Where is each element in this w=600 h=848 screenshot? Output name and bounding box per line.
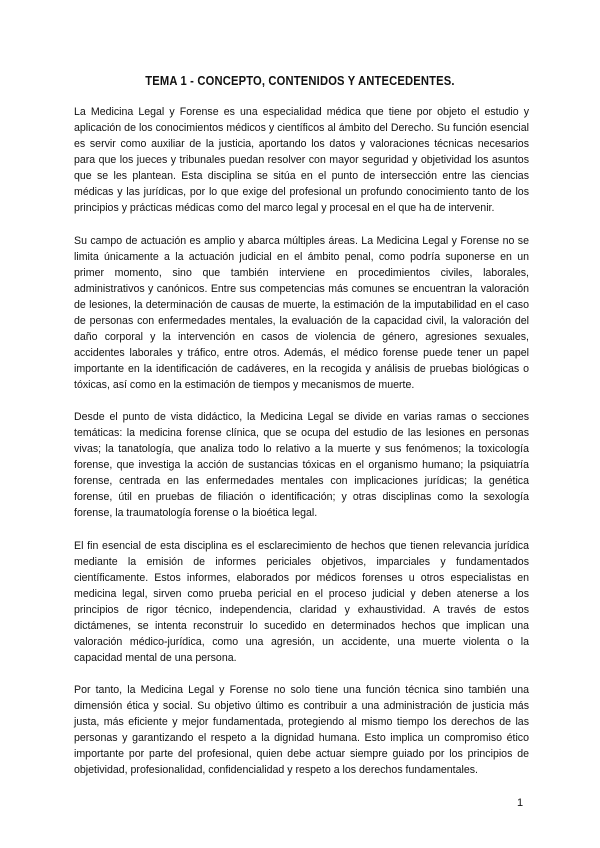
paragraph: Su campo de actuación es amplio y abarca múltiples áreas. La Medicina Legal y Forense no se limita únicamente a la actuación judicial en el ámbito penal, como podría suponerse en un primer momento, sino que también interviene en procedimientos civiles, laborales, administrativos y canónicos. Entre sus competencias más comunes se encuentran la valoración de lesiones, la determinación de causas de muerte, la estimación de la imputabilidad en el caso de personas con enfermedades mentales, la evaluación de la capacidad civil, la valoración del daño corporal y la intervención en casos de violencia de género, agresiones sexuales, accidentes laborales y tráfico, entre otros. Además, el médico forense puede tener un papel importante en la identificación de cadáveres, en la recogida y análisis de pruebas biológicas o tóxicas, así como en la estimación de tiempos y mecanismos de muerte.	[74, 234, 529, 391]
document-body	[74, 104, 529, 795]
paragraph: Desde el punto de vista didáctico, la Medicina Legal se divide en varias ramas o secciones temáticas: la medicina forense clínica, que se ocupa del estudio de las lesiones en personas vivas; la tanatología, que analiza todo lo relativo a la muerte y sus fenómenos; la toxicología forense, que investiga la acción de sustancias tóxicas en el organismo humano; la psiquiatría forense, centrada en las enfermedades mentales con implicaciones jurídicas; la genética forense, útil en pruebas de filiación o identificación; y otras disciplinas como la sexología forense, la traumatología forense o la bioética legal.	[74, 411, 529, 519]
paragraph: Por tanto, la Medicina Legal y Forense no solo tiene una función técnica sino también una dimensión ética y social. Su objetivo último es contribuir a una administración de justicia más justa, más eficiente y mejor fundamentada, protegiendo al mismo tiempo los derechos de las personas y garantizando el respeto a la dignidad humana. Esto implica un compromiso ético importante por parte del profesional, quien debe actuar siempre guiado por los principios de objetividad, profesionalidad, confidencialidad y respeto a los derechos fundamentales.	[74, 684, 529, 776]
page-title: TEMA 1 - CONCEPTO, CONTENIDOS Y ANTECEDENTES.	[145, 73, 455, 88]
paragraph: La Medicina Legal y Forense es una especialidad médica que tiene por objeto el estudio y aplicación de los conocimientos médicos y científicos al ámbito del Derecho. Su función esencial es servir como auxiliar de la justicia, aportando los datos y valoraciones técnicas necesarios para que los jueces y tribunales puedan resolver con mayor seguridad y objetividad los asuntos que se les plantean. Esta disciplina se sitúa en el punto de intersección entre las ciencias médicas y las jurídicas, por lo que exige del profesional un profundo conocimiento tanto de los principios y prácticas médicas como del marco legal y procesal en el que ha de intervenir.	[74, 106, 529, 214]
paragraph: El fin esencial de esta disciplina es el esclarecimiento de hechos que tienen relevancia jurídica mediante la emisión de informes periciales objetivos, imparciales y fundamentados científicamente. Estos informes, elaborados por médicos forenses u otros especialistas en medicina legal, sirven como prueba pericial en el proceso judicial y deben atenerse a los principios de rigor técnico, independencia, claridad y exhaustividad. A través de estos dictámenes, se intenta reconstruir lo sucedido en determinados hechos que implican una valoración médico-jurídica, como una agresión, un accidente, una muerte violenta o la capacidad mental de una persona.	[74, 539, 529, 664]
page-number: 1	[517, 797, 524, 809]
